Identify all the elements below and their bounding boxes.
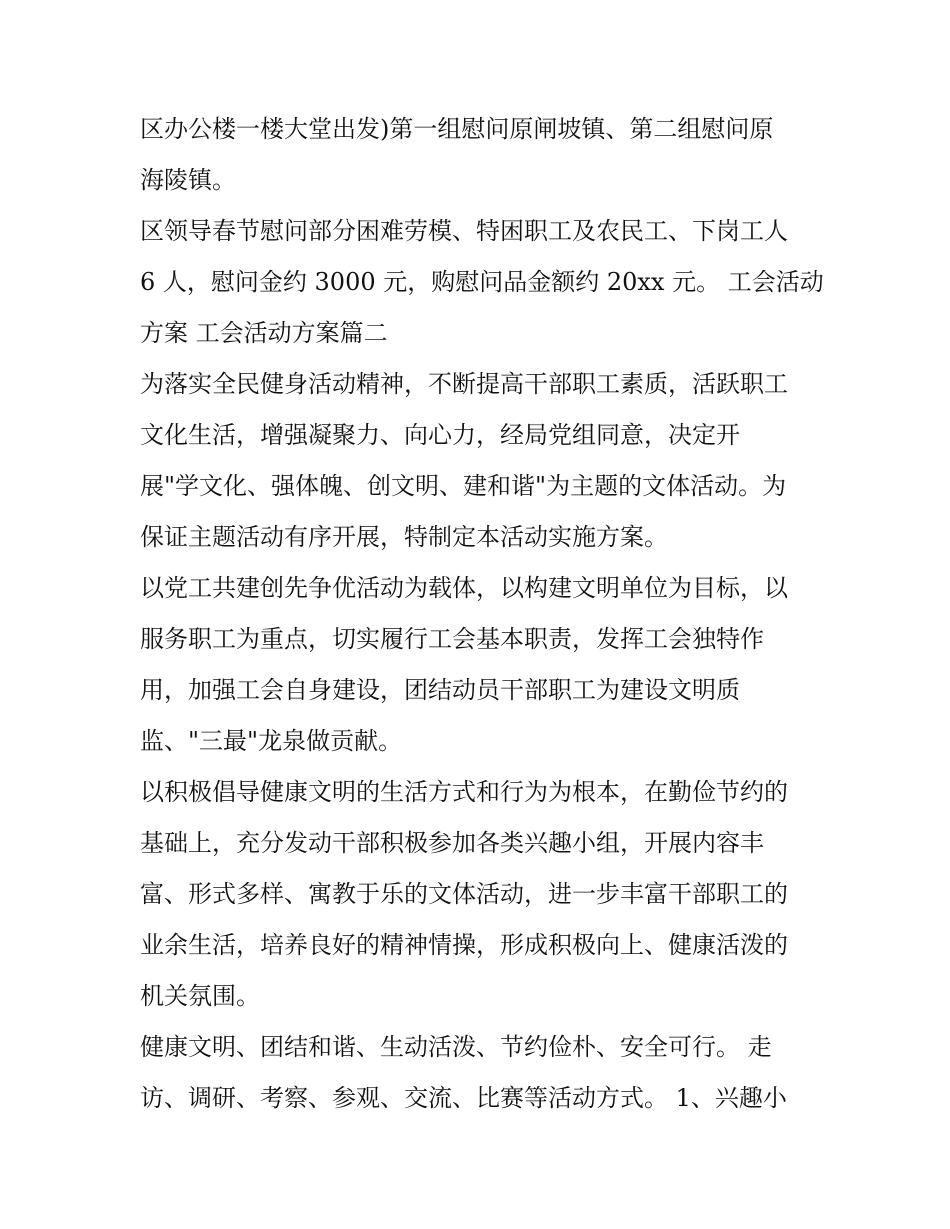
text-line: 海陵镇。 bbox=[140, 166, 236, 194]
text-line: 区领导春节慰问部分困难劳模、特困职工及农民工、下岗工人 bbox=[140, 217, 788, 245]
text-line: 访、调研、考察、参观、交流、比赛等活动方式。 1、兴趣小 bbox=[140, 1084, 787, 1112]
text-line: 文化生活，增强凝聚力、向心力，经局党组同意，决定开 bbox=[140, 421, 740, 449]
text-line: 6 人，慰问金约 3000 元，购慰问品金额约 20xx 元。 工会活动 bbox=[140, 268, 824, 296]
text-line: 展"学文化、强体魄、创文明、建和谐"为主题的文体活动。为 bbox=[140, 472, 787, 500]
text-line: 机关氛围。 bbox=[140, 982, 260, 1010]
text-line: 用，加强工会自身建设，团结动员干部职工为建设文明质 bbox=[140, 676, 740, 704]
text-line: 基础上，充分发动干部积极参加各类兴趣小组，开展内容丰 bbox=[140, 829, 764, 857]
text-line: 区办公楼一楼大堂出发)第一组慰问原闸坡镇、第二组慰问原 bbox=[140, 115, 774, 143]
text-line: 以党工共建创先争优活动为载体，以构建文明单位为目标，以 bbox=[140, 574, 788, 602]
text-line: 方案 工会活动方案篇二 bbox=[140, 319, 388, 347]
text-line: 富、形式多样、寓教于乐的文体活动，进一步丰富干部职工的 bbox=[140, 880, 788, 908]
text-line: 健康文明、团结和谐、生动活泼、节约俭朴、安全可行。 走 bbox=[140, 1033, 772, 1061]
text-line: 服务职工为重点，切实履行工会基本职责，发挥工会独特作 bbox=[140, 625, 764, 653]
text-line: 为落实全民健身活动精神，不断提高干部职工素质，活跃职工 bbox=[140, 370, 788, 398]
text-line: 监、"三最"龙泉做贡献。 bbox=[140, 727, 403, 755]
text-line: 保证主题活动有序开展，特制定本活动实施方案。 bbox=[140, 523, 668, 551]
document-body bbox=[140, 104, 824, 1124]
text-line: 以积极倡导健康文明的生活方式和行为为根本，在勤俭节约的 bbox=[140, 778, 788, 806]
text-line: 业余生活，培养良好的精神情操，形成积极向上、健康活泼的 bbox=[140, 931, 788, 959]
